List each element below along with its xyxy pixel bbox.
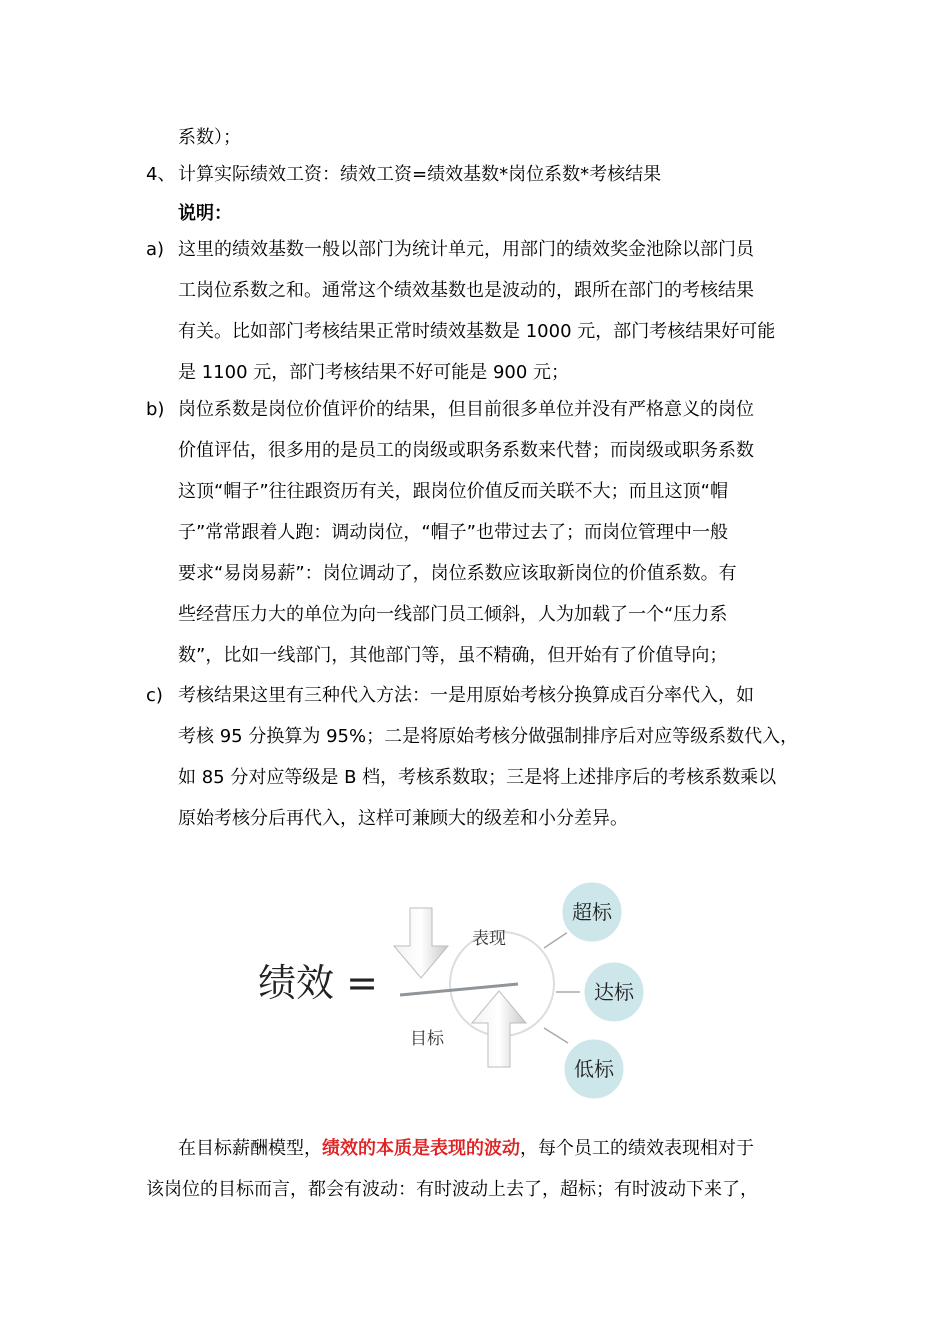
list-number-4: 4、 [146,164,176,185]
item-b-line: 岗位系数是岗位价值评价的结果，但目前很多单位并没有严格意义的岗位 [178,399,754,420]
closing-text: ，每个员工的绩效表现相对于 [520,1138,754,1159]
connector-line [544,932,568,948]
closing-line [178,1137,754,1161]
item-a-line: 有关。比如部门考核结果正常时绩效基数是 1000 元，部门考核结果好可能 [178,321,776,342]
performance-label: 表现 [472,929,506,949]
item-c-line: 原始考核分后再代入，这样可兼顾大的级差和小分差异。 [178,808,628,829]
exceed-label: 超标 [572,900,612,924]
meet-label: 达标 [594,980,634,1004]
item-b-line: 子”常常跟着人跑：调动岗位，“帽子”也带过去了；而岗位管理中一般 [178,522,728,543]
list-marker-b: b) [146,399,165,420]
target-label: 目标 [410,1029,444,1049]
paragraph-fragment: 系数）； [178,127,241,148]
performance-diagram [250,868,670,1113]
item-b-line: 数”，比如一线部门，其他部门等，虽不精确，但开始有了价值导向； [178,645,728,666]
highlight-text: 绩效的本质是表现的波动 [322,1138,520,1159]
item-b-line: 些经营压力大的单位为向一线部门员工倾斜，人为加载了一个“压力系 [178,604,728,625]
item-c-line: 考核 95 分换算为 95%；二是将原始考核分做强制排序后对应等级系数代入， [178,726,799,747]
below-label: 低标 [574,1057,614,1081]
item-a-line: 是 1100 元，部门考核结果不好可能是 900 元； [178,362,570,383]
item-b-line: 价值评估，很多用的是员工的岗级或职务系数来代替；而岗级或职务系数 [178,440,754,461]
list-marker-a: a) [146,239,165,260]
connector-line [544,1028,568,1043]
up-arrow-icon [472,991,526,1067]
item-b-line: 这顶“帽子”往往跟资历有关，跟岗位价值反而关联不大；而且这顶“帽 [178,481,728,502]
item-c-line: 考核结果这里有三种代入方法：一是用原始考核分换算成百分率代入，如 [178,685,754,706]
list-marker-c: c) [146,685,163,706]
down-arrow-icon [394,908,448,978]
item-a-line: 这里的绩效基数一般以部门为统计单元，用部门的绩效奖金池除以部门员 [178,239,754,260]
item-c-line: 如 85 分对应等级是 B 档，考核系数取；三是将上述排序后的考核系数乘以 [178,767,777,788]
item-b-line: 要求“易岗易薪”：岗位调动了，岗位系数应该取新岗位的价值系数。有 [178,563,737,584]
explanation-heading: 说明： [178,203,232,224]
formula-line: 计算实际绩效工资：绩效工资=绩效基数*岗位系数*考核结果 [178,164,662,185]
closing-line: 该岗位的目标而言，都会有波动：有时波动上去了，超标；有时波动下来了， [146,1179,758,1200]
item-a-line: 工岗位系数之和。通常这个绩效基数也是波动的，跟所在部门的考核结果 [178,280,754,301]
formula-label: 绩效 = [258,961,378,1005]
closing-text: 在目标薪酬模型， [178,1138,322,1159]
